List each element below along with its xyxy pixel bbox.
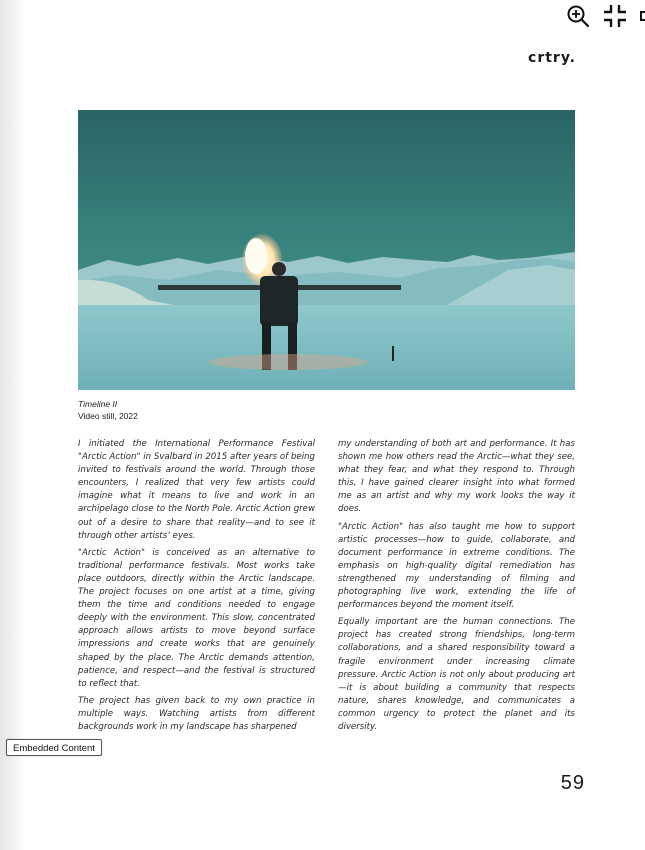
viewer-toolbar <box>566 3 645 29</box>
figure-caption <box>78 398 138 422</box>
paragraph: Equally important are the human connections. The project has created strong friendships, long-term collaborations, and a shared responsibility toward a fragile environment under increasing climate pressure. Arctic Action is not only about producing art—it is about building a community that respects nature, shares knowledge, and communicates a common urgency to protect the planet and its diversity. <box>338 617 575 732</box>
exit-fullscreen-button[interactable] <box>602 3 628 29</box>
page-edge-shadow <box>0 0 26 850</box>
paragraph: "Arctic Action" is conceived as an alternative to traditional performance festivals. Most works take place outdoors, directly within the Arctic landscape. The project focuses on one artist at a time, giving them the time and conditions needed to engage deeply with the environment. This slow, concentrated approach allows artists to move beyond surface impressions and create works that are genuinely shaped by the place. The Arctic demands attention, patience, and respect—and the festival is structured to reflect that. <box>78 547 315 689</box>
video-still-image <box>78 110 575 390</box>
caption-subtitle: Video still, 2022 <box>78 411 138 421</box>
more-button[interactable] <box>638 6 645 26</box>
zoom-in-button[interactable] <box>566 4 590 28</box>
paragraph: The project has given back to my own practice in multiple ways. Watching artists from different backgrounds work in my landscape has sharpened <box>78 695 315 732</box>
page-number: 59 <box>560 772 585 794</box>
collapse-icon <box>602 3 628 29</box>
article-column-right <box>338 438 575 738</box>
brand-logo: crtry. <box>528 50 576 66</box>
paragraph: I initiated the International Performance Festival "Arctic Action" in Svalbard in 2015 after years of being invited to festivals around the world. Through those encounters, I realized that very few artists could imagine what it means to live and work in an archipelago close to the North Pole. Arctic Action grew out of a desire to share that reality—and to see it through other artists’ eyes. <box>78 439 315 541</box>
zoom-in-icon <box>566 4 590 28</box>
more-icon <box>638 6 645 26</box>
article-column-left <box>78 438 315 738</box>
paragraph: my understanding of both art and performance. It has shown me how others read the Arctic—what they see, what they fear, and what they respond to. Through this, I have gained clearer insight into what formed me as an artist and why my work looks the way it does. <box>338 439 575 515</box>
caption-title: Timeline II <box>78 399 118 409</box>
embedded-content-button[interactable]: Embedded Content <box>6 739 102 756</box>
paragraph: "Arctic Action" has also taught me how to support artistic processes—how to guide, collaborate, and document performance in extreme conditions. The emphasis on high-quality digital remediation has strengthened my understanding of filming and photographing live work, extending the life of performances beyond the moment itself. <box>338 521 575 611</box>
